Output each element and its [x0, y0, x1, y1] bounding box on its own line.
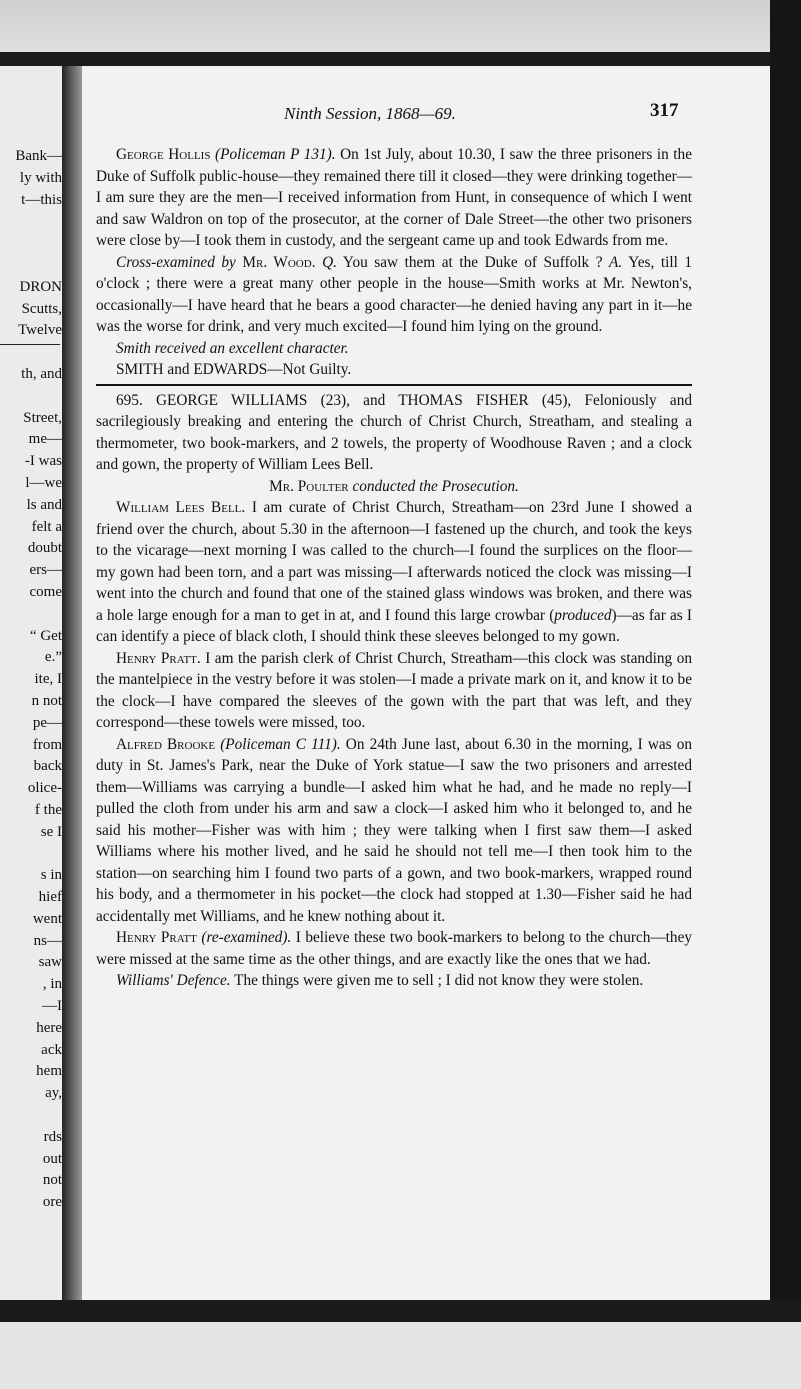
left-page-fragment	[0, 604, 62, 626]
left-page-fragment: , in	[42, 976, 62, 993]
left-page-fragment	[0, 233, 62, 255]
left-page-fragment: th, and	[21, 365, 62, 382]
left-page-fragment: Bank—	[15, 148, 62, 164]
testimony-hollis: George Hollis (Policeman P 131). On 1st July, about 10.30, I saw the three prisoners in the Duke of Suffolk public-house—they remained there till it closed—they were drinking together—I am sure they are the men—I received information from Hunt, in consequence of which I went and saw Waldron on top of the prosecutor, at the corner of Dale Street—the other two prisoners were close by—I took them in custody, and the sergeant came up and took Edwards from me.	[96, 146, 692, 249]
left-page-rule	[0, 344, 60, 345]
page-body	[96, 144, 692, 992]
left-page-fragment: s in	[40, 867, 62, 884]
testimony-bell: William Lees Bell. I am curate of Christ Church, Streatham—on 23rd June I showed a friend over the church, about 5.30 in the afternoon—I fastened up the church, and took the keys to the vicarage—next morning I was called to the church—I found the surplices on the floor—my gown had been torn, and a part was missing—I afterwards noticed the clock was missing—I went into the church and found that one of the stained glass windows was broken, and there was a hole large enough for a man to get in at, and I found this large crowbar (produced)—as far as I can identify a piece of black cloth, I should think these sleeves belonged to my gown.	[96, 499, 693, 645]
left-page-fragment: rds	[43, 1128, 62, 1145]
left-page-fragment	[0, 844, 62, 866]
left-page-fragment: out	[42, 1150, 62, 1167]
left-page-fragment: e.”	[44, 649, 62, 666]
speaker-role: (Policeman P 131).	[215, 146, 336, 163]
left-page-fragments	[0, 146, 62, 1214]
left-page-fragment: l—we	[25, 474, 62, 491]
left-page-fragment: pe—	[32, 714, 62, 731]
left-page-fragment: hem	[36, 1063, 62, 1080]
book-right-edge	[770, 0, 801, 1389]
testimony-pratt: Henry Pratt. I am the parish clerk of Christ Church, Streatham—this clock was standing on the mantelpiece in the vestry before it was stolen—I made a private mark on it, and know it to be the clock—I have compared the sleeves of the gown with the part that was left, and they correspond—these towels were missed, too.	[96, 649, 692, 731]
left-page-fragment: ite, I	[34, 671, 62, 688]
scan-bottom-margin	[0, 1322, 801, 1389]
left-page-fragment: me—	[28, 431, 62, 448]
left-page-fragment: n not	[31, 692, 62, 709]
left-page-fragment: ns—	[33, 932, 62, 949]
left-page-fragment: not	[42, 1172, 62, 1189]
left-page-fragment: back	[33, 758, 62, 775]
left-page-fragment: —I	[42, 998, 62, 1015]
prosecution-counsel: Mr. Poulter conducted the Prosecution.	[269, 477, 519, 495]
left-page-fragment: hief	[38, 889, 62, 906]
left-page-fragment: ack	[41, 1041, 62, 1058]
left-page-fragment: DRON	[19, 278, 62, 295]
left-page-fragment: t—this	[21, 191, 62, 208]
left-page-fragment: saw	[38, 954, 62, 971]
left-page-fragment: here	[36, 1019, 62, 1036]
williams-defence: Williams' Defence. The things were given me to sell ; I did not know they were stolen.	[116, 972, 644, 989]
left-page-fragment: se I	[40, 823, 62, 840]
left-page-fragment: come	[29, 583, 62, 600]
left-page-fragment: ore	[42, 1194, 62, 1211]
running-header: Ninth Session, 1868—69.	[284, 104, 456, 123]
testimony-pratt-reexamined: Henry Pratt (re-examined). I believe these two book-markers to belong to the church—they were missed at the same time as the other things, and are exactly like the ones that we had.	[96, 929, 693, 968]
testimony-brooke: Alfred Brooke (Policeman C 111). On 24th June last, about 6.30 in the morning, I was on duty in St. James's Park, near the Duke of York statue—I saw the two prisoners and arrested them—Williams was carrying a bundle—I asked him what he had, and he made no reply—I pulled the cloth from under his arm and saw a clock—I asked him who it belonged to, and he said his mother—Fisher was with him ; they were talking when I first saw them—I asked Williams where his mother lived, and he said he should not tell me—I then took him to the station—on searching him I found two parts of a gown, and two book-markers, wrapped round his body, and a thermometer in his pocket—the clock had stopped at 1.30—Fisher said he had accidentally met Williams, and he knew nothing about it.	[96, 735, 693, 925]
book-top-edge	[0, 52, 801, 66]
left-page-fragment	[0, 211, 62, 233]
case-divider	[96, 384, 692, 386]
scan-top-margin	[0, 0, 801, 60]
speaker-name: George Hollis	[116, 146, 211, 163]
book-gutter	[62, 66, 82, 1300]
left-page-fragment: -I was	[24, 453, 62, 470]
verdict-smith-edwards: SMITH and EDWARDS—Not Guilty.	[116, 361, 352, 378]
left-page-fragment: ly with	[19, 169, 62, 186]
left-page-fragment	[0, 386, 62, 408]
character-note: Smith received an excellent character.	[116, 339, 349, 357]
left-page-fragment: ay,	[45, 1085, 62, 1102]
left-page-fragment	[0, 342, 62, 364]
page-number: 317	[650, 100, 679, 121]
left-page-fragment: Street,	[23, 409, 62, 426]
left-page-fragment: doubt	[27, 540, 62, 557]
left-page-fragment	[0, 255, 62, 277]
left-page-fragment: went	[32, 910, 62, 927]
left-page-fragment: “ Get	[29, 627, 62, 644]
left-page-fragment: ls and	[26, 496, 62, 513]
left-page-fragment: Scutts,	[21, 300, 62, 317]
book-bottom-edge	[0, 1300, 801, 1322]
left-page-fragment: f the	[34, 801, 62, 818]
left-page-fragment: ers—	[29, 562, 62, 579]
left-page-fragment	[0, 1105, 62, 1127]
left-page	[0, 66, 62, 1300]
cross-examination-wood: Cross-examined by Mr. Wood. Q. You saw them at the Duke of Suffolk ? A. Yes, till 1 o'clock ; there were a great many other people in the house—Smith works at Mr. Newton's, occasionally—I have heard that he bears a good character—he denied having any part in it—he was the worse for drink, and very much excited—I found him lying on the ground.	[96, 253, 693, 335]
left-page-fragment: felt a	[31, 518, 62, 535]
case-695-indictment: 695. GEORGE WILLIAMS (23), and THOMAS FISHER (45), Feloniously and sacrilegiously breaking and entering the church of Christ Church, Streatham, and stealing a thermometer, two book-markers, and 2 towels, the property of Woodhouse Raven ; and a clock and gown, the property of William Lees Bell.	[96, 391, 692, 473]
left-page-fragment: Twelve	[18, 322, 62, 339]
left-page-fragment: olice-	[27, 780, 62, 797]
left-page-fragment: from	[32, 736, 62, 753]
